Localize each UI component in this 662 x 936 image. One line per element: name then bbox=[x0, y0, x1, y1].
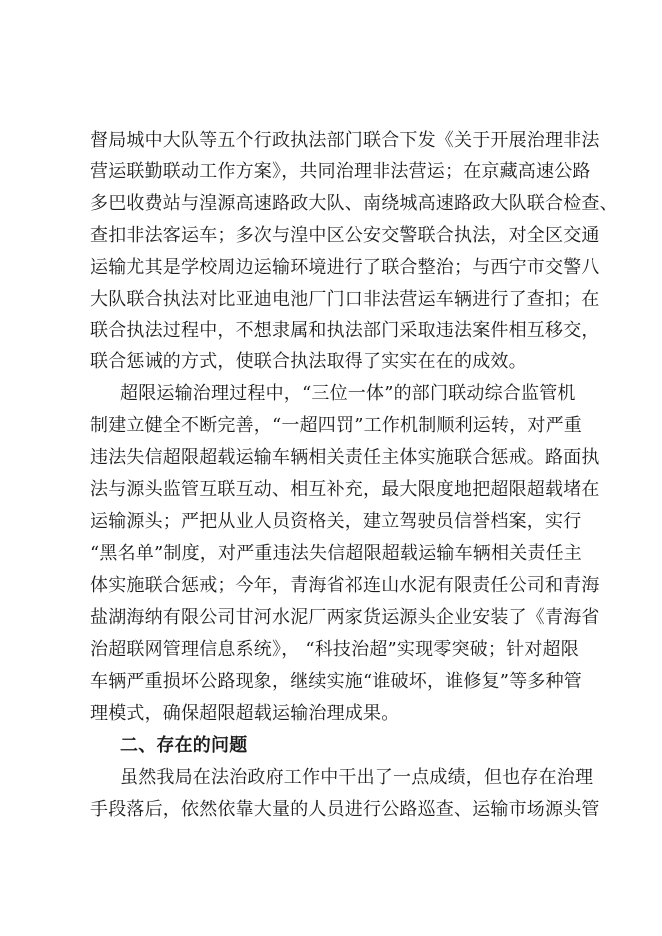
text-line: 治超联网管理信息系统》， “科技治超”实现零突破；针对超限 bbox=[90, 639, 579, 660]
text-line: 运输尤其是学校周边运输环境进行了联合整治；与西宁市交警八 bbox=[90, 257, 600, 278]
text-line: 大队联合执法对比亚迪电池厂门口非法营运车辆进行了查扣；在 bbox=[90, 289, 600, 310]
text-line: 制建立健全不断完善，“一超四罚”工作机制顺利运转，对严重 bbox=[90, 415, 583, 436]
text-line: 超限运输治理过程中，“三位一体”的部门联动综合监管机 bbox=[120, 383, 576, 404]
text-line: 理模式，确保超限超载运输治理成果。 bbox=[90, 703, 400, 724]
text-line: 法与源头监管互联互动、相互补充，最大限度地把超限超载堵在 bbox=[90, 479, 600, 500]
text-line: 营运联勤联动工作方案》，共同治理非法营运；在京藏高速公路 bbox=[90, 161, 591, 182]
text-line: 运输源头；严把从业人员资格关，建立驾驶员信誉档案，实行 bbox=[90, 511, 582, 532]
text-line: 虽然我局在法治政府工作中干出了一点成绩，但也存在治理 bbox=[120, 767, 594, 788]
text-line: 查扣非法客运车；多次与湟中区公安交警联合执法，对全区交通 bbox=[90, 225, 600, 246]
text-line: “黑名单”制度，对严重违法失信超限超载运输车辆相关责任主 bbox=[90, 543, 583, 564]
text-line: 盐湖海纳有限公司甘河水泥厂两家货运源头企业安装了《青海省 bbox=[90, 607, 600, 628]
text-line: 联合惩诫的方式，使联合执法取得了实实在在的成效。 bbox=[90, 351, 527, 372]
text-line: 联合执法过程中，不想隶属和执法部门采取违法案件相互移交， bbox=[90, 320, 600, 341]
text-line: 多巴收费站与湟源高速路政大队、南绕城高速路政大队联合检查、 bbox=[90, 193, 618, 214]
text-line: 体实施联合惩戒；今年，青海省祁连山水泥有限责任公司和青海 bbox=[90, 575, 600, 596]
text-line: 违法失信超限超载运输车辆相关责任主体实施联合惩戒。路面执 bbox=[90, 447, 600, 468]
section-heading: 二、存在的问题 bbox=[120, 735, 248, 756]
text-line: 手段落后，依然依靠大量的人员进行公路巡查、运输市场源头管 bbox=[90, 799, 600, 820]
text-line: 车辆严重损坏公路现象，继续实施“谁破坏，谁修复”等多种管 bbox=[90, 671, 583, 692]
text-line: 督局城中大队等五个行政执法部门联合下发《关于开展治理非法 bbox=[90, 130, 600, 151]
